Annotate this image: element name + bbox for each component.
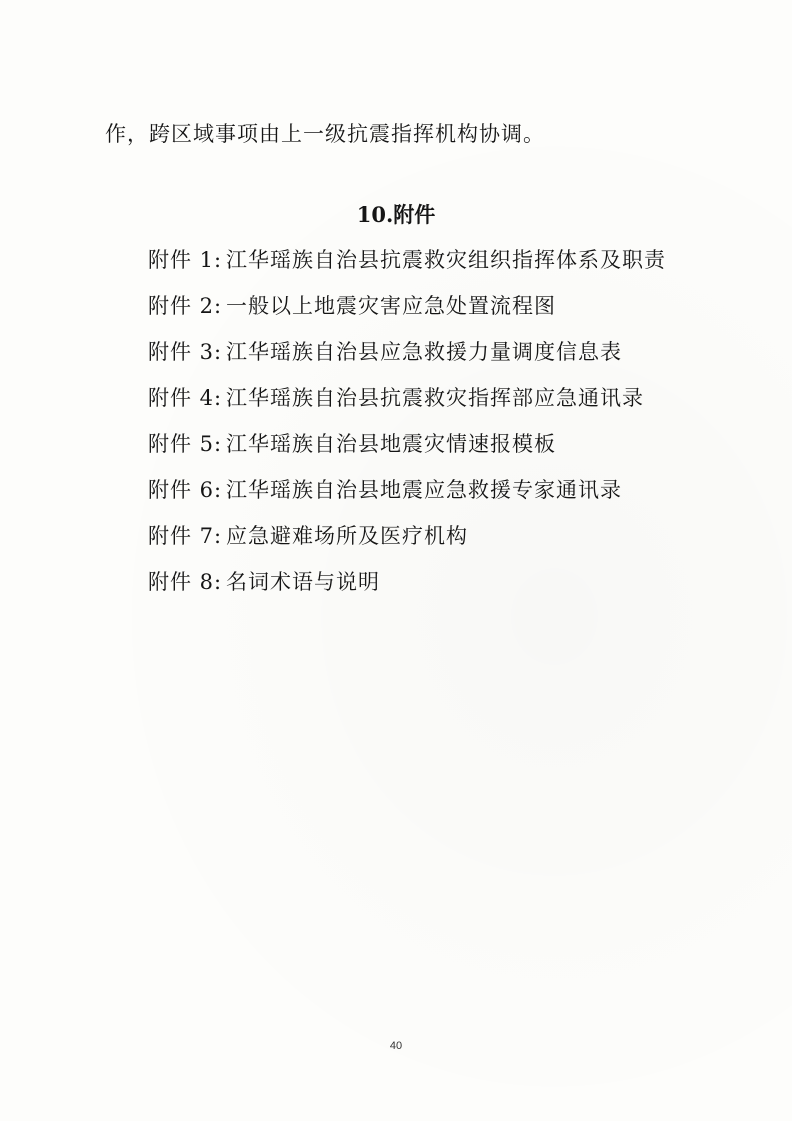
attachment-label: 附件 2: <box>148 294 223 318</box>
attachment-title: 江华瑶族自治县应急救援力量调度信息表 <box>226 340 622 364</box>
attachment-label: 附件 1: <box>148 248 223 272</box>
attachment-label: 附件 6: <box>148 478 223 502</box>
attachment-label: 附件 3: <box>148 340 223 364</box>
attachment-title: 一般以上地震灾害应急处置流程图 <box>226 294 556 318</box>
attachment-title: 江华瑶族自治县地震灾情速报模板 <box>226 432 556 456</box>
attachment-item <box>148 512 666 558</box>
attachment-label: 附件 4: <box>148 386 223 410</box>
attachment-label: 附件 5: <box>148 432 223 456</box>
attachment-list <box>148 236 666 604</box>
continued-paragraph-line: 作，跨区域事项由上一级抗震指挥机构协调。 <box>105 122 545 146</box>
attachment-item <box>148 558 666 604</box>
attachment-title: 应急避难场所及医疗机构 <box>226 524 468 548</box>
section-heading: 10.附件 <box>356 202 436 227</box>
attachment-item <box>148 374 666 420</box>
attachment-title: 江华瑶族自治县抗震救灾组织指挥体系及职责 <box>226 248 666 272</box>
attachment-title: 江华瑶族自治县地震应急救援专家通讯录 <box>226 478 622 502</box>
attachment-item <box>148 420 666 466</box>
attachment-item <box>148 236 666 282</box>
attachment-title: 江华瑶族自治县抗震救灾指挥部应急通讯录 <box>226 386 644 410</box>
attachment-item <box>148 328 666 374</box>
attachment-label: 附件 7: <box>148 524 223 548</box>
attachment-item <box>148 466 666 512</box>
attachment-title: 名词术语与说明 <box>226 570 380 594</box>
attachment-label: 附件 8: <box>148 570 223 594</box>
page-number: 40 <box>389 1040 403 1052</box>
attachment-item <box>148 282 666 328</box>
